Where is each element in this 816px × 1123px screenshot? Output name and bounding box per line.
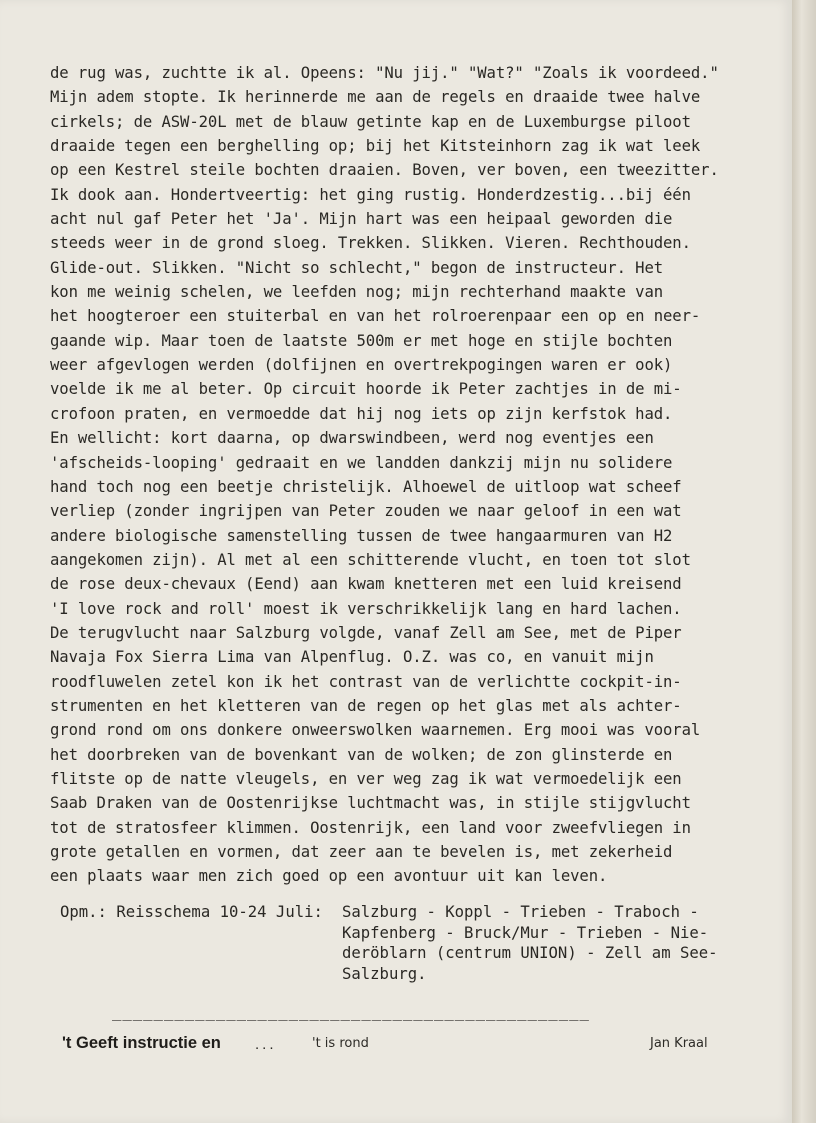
trip-note-row — [60, 923, 760, 944]
text-line: cirkels; de ASW-20L met de blauw getinte kap en de Luxemburgse piloot — [50, 112, 691, 131]
text-line: andere biologische samenstelling tussen de twee hangaarmuren van H2 — [50, 526, 673, 545]
text-line: Glide-out. Slikken. "Nicht so schlecht," begon de instructeur. Het — [50, 258, 664, 277]
text-line: de rug was, zuchtte ik al. Opeens: "Nu jij." "Wat?" "Zoals ik voordeed." — [50, 64, 719, 82]
footer-subtitle: 't is rond — [312, 1036, 369, 1051]
text-line: Ik dook aan. Hondertveertig: het ging rustig. Honderdzestig...bij één — [50, 185, 691, 204]
trip-note-row — [60, 902, 760, 923]
text-line: voelde ik me al beter. Op circuit hoorde ik Peter zachtjes in de mi- — [50, 380, 682, 399]
text-line: acht nul gaf Peter het 'Ja'. Mijn hart was een heipaal geworden die — [50, 210, 673, 229]
text-line: een plaats waar men zich goed op een avontuur uit kan leven. — [50, 867, 608, 886]
footer-author: Jan Kraal — [650, 1036, 708, 1051]
text-line: hand toch nog een beetje christelijk. Alhoewel de uitloop wat scheef — [50, 477, 682, 496]
trip-note-row — [60, 943, 760, 964]
trip-note — [60, 902, 760, 984]
text-line: grond rond om ons donkere onweerswolken waarnemen. Erg mooi was vooral — [50, 721, 701, 740]
text-line: De terugvlucht naar Salzburg volgde, vanaf Zell am See, met de Piper — [50, 623, 682, 642]
trip-note-line: Kapfenberg - Bruck/Mur - Trieben - Nie- — [342, 923, 709, 942]
separator-line: ______________________________________________ — [112, 1003, 590, 1021]
text-line: tot de stratosfeer klimmen. Oostenrijk, een land voor zweefvliegen in — [50, 818, 691, 837]
text-line: Mijn adem stopte. Ik herinnerde me aan de regels en draaide twee halve — [50, 88, 701, 107]
text-line: flitste op de natte vleugels, en ver weg zag ik wat vermoedelijk een — [50, 769, 682, 788]
text-line: 'afscheids-looping' gedraait en we landden dankzij mijn nu solidere — [50, 453, 673, 472]
text-line: aangekomen zijn). Al met al een schitterende vlucht, en toen tot slot — [50, 550, 691, 569]
text-line: draaide tegen een berghelling op; bij het Kitsteinhorn zag ik wat leek — [50, 137, 701, 156]
text-line: het hoogteroer een stuiterbal en van het rolroerenpaar een op en neer- — [50, 307, 701, 326]
text-line: roodfluwelen zetel kon ik het contrast van de verlichtte cockpit-in- — [50, 672, 682, 691]
text-line: grote getallen en vormen, dat zeer aan te bevelen is, met zekerheid — [50, 843, 673, 861]
text-line: de rose deux-chevaux (Eend) aan kwam knetteren met een luid kreisend — [50, 575, 682, 594]
article-body — [50, 61, 785, 889]
footer-title: 't Geeft instructie en — [62, 1034, 221, 1052]
text-line: op een Kestrel steile bochten draaien. Boven, ver boven, een tweezitter. — [50, 161, 719, 180]
text-line: crofoon praten, en vermoedde dat hij nog iets op zijn kerfstok had. — [50, 404, 673, 423]
text-line: gaande wip. Maar toen de laatste 500m er met hoge en stijle bochten — [50, 331, 673, 350]
text-line: verliep (zonder ingrijpen van Peter zouden we naar geloof in een wat — [50, 502, 682, 521]
trip-note-row — [60, 964, 760, 985]
footer-dots: ... — [255, 1036, 277, 1053]
text-line: strumenten en het kletteren van de regen op het glas met als achter- — [50, 696, 682, 715]
page-edge — [792, 0, 816, 1123]
text-line: het doorbreken van de bovenkant van de wolken; de zon glinsterde en — [50, 745, 673, 764]
text-line: steeds weer in de grond sloeg. Trekken. Slikken. Vieren. Rechthouden. — [50, 234, 691, 253]
trip-note-line: deröblarn (centrum UNION) - Zell am See- — [342, 944, 718, 962]
text-line: Navaja Fox Sierra Lima van Alpenflug. O.Z. was co, en vanuit mijn — [50, 648, 654, 667]
text-line: weer afgevlogen werden (dolfijnen en overtrekpogingen waren er ook) — [50, 356, 673, 375]
text-line: En wellicht: kort daarna, op dwarswindbeen, werd nog eventjes een — [50, 429, 654, 448]
text-line: Saab Draken van de Oostenrijkse luchtmacht was, in stijle stijgvlucht — [50, 794, 691, 813]
text-line: kon me weinig schelen, we leefden nog; mijn rechterhand maakte van — [50, 283, 664, 302]
text-line: 'I love rock and roll' moest ik verschrikkelijk lang en hard lachen. — [50, 599, 682, 618]
trip-note-label: Opm.: Reisschema 10-24 Juli: — [60, 903, 323, 921]
trip-note-line: Salzburg - Koppl - Trieben - Traboch - — [342, 903, 699, 921]
trip-note-line: Salzburg. — [342, 964, 427, 983]
